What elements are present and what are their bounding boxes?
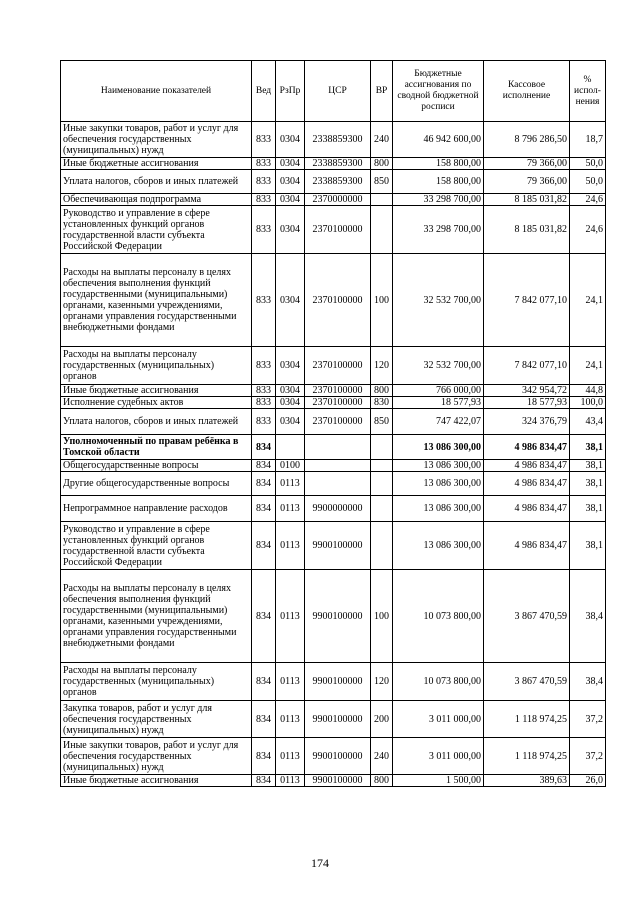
cell-expense-type: 200 (371, 701, 393, 738)
header-cash-execution: Кассовое исполнение (484, 61, 570, 122)
table-row (61, 496, 606, 522)
cell-section: 0113 (276, 496, 305, 522)
header-section: РзПр (276, 61, 305, 122)
cell-target-article: 2338859300 (305, 158, 371, 170)
cell-department: 833 (252, 385, 276, 397)
cell-expense-type: 100 (371, 570, 393, 663)
cell-expense-type: 120 (371, 663, 393, 701)
table-row (61, 435, 606, 460)
cell-budget-allocations: 13 086 300,00 (393, 496, 484, 522)
cell-expense-type: 800 (371, 385, 393, 397)
table-row (61, 170, 606, 194)
cell-budget-allocations: 33 298 700,00 (393, 206, 484, 254)
cell-execution-percent: 38,1 (570, 472, 606, 496)
cell-cash-execution: 18 577,93 (484, 397, 570, 409)
cell-section: 0304 (276, 385, 305, 397)
cell-target-article: 2370000000 (305, 194, 371, 206)
cell-department: 833 (252, 254, 276, 347)
table-row (61, 775, 606, 787)
header-budget-allocations: Бюджетные ассигнования по сводной бюджетной росписи (393, 61, 484, 122)
cell-budget-allocations: 10 073 800,00 (393, 663, 484, 701)
cell-execution-percent: 100,0 (570, 397, 606, 409)
cell-execution-percent: 38,4 (570, 570, 606, 663)
cell-indicator-name: Уплата налогов, сборов и иных платежей (61, 170, 252, 194)
cell-target-article: 9900100000 (305, 663, 371, 701)
cell-department: 834 (252, 460, 276, 472)
cell-execution-percent: 18,7 (570, 122, 606, 158)
cell-expense-type: 850 (371, 409, 393, 435)
cell-department: 833 (252, 397, 276, 409)
cell-cash-execution: 1 118 974,25 (484, 701, 570, 738)
cell-cash-execution: 79 366,00 (484, 170, 570, 194)
cell-section: 0304 (276, 347, 305, 385)
cell-indicator-name: Иные бюджетные ассигнования (61, 158, 252, 170)
cell-budget-allocations: 13 086 300,00 (393, 472, 484, 496)
table-row (61, 409, 606, 435)
cell-department: 834 (252, 435, 276, 460)
header-execution-percent: % испол-нения (570, 61, 606, 122)
table-row (61, 206, 606, 254)
cell-indicator-name: Уплата налогов, сборов и иных платежей (61, 409, 252, 435)
table-row (61, 347, 606, 385)
cell-expense-type: 120 (371, 347, 393, 385)
cell-indicator-name: Уполномоченный по правам ребёнка в Томской области (61, 435, 252, 460)
table-row (61, 522, 606, 570)
table-row (61, 158, 606, 170)
cell-budget-allocations: 13 086 300,00 (393, 522, 484, 570)
cell-expense-type (371, 435, 393, 460)
cell-expense-type (371, 496, 393, 522)
cell-expense-type: 830 (371, 397, 393, 409)
cell-department: 833 (252, 122, 276, 158)
cell-execution-percent: 38,1 (570, 460, 606, 472)
cell-execution-percent: 38,1 (570, 522, 606, 570)
cell-budget-allocations: 13 086 300,00 (393, 435, 484, 460)
cell-target-article: 2338859300 (305, 122, 371, 158)
cell-section: 0304 (276, 397, 305, 409)
cell-execution-percent: 50,0 (570, 158, 606, 170)
cell-section: 0304 (276, 194, 305, 206)
cell-budget-allocations: 3 011 000,00 (393, 738, 484, 775)
cell-target-article: 2370100000 (305, 409, 371, 435)
header-indicator-name: Наименование показателей (61, 61, 252, 122)
cell-indicator-name: Общегосударственные вопросы (61, 460, 252, 472)
cell-department: 834 (252, 496, 276, 522)
cell-cash-execution: 389,63 (484, 775, 570, 787)
cell-section: 0304 (276, 254, 305, 347)
cell-execution-percent: 26,0 (570, 775, 606, 787)
cell-target-article: 9900000000 (305, 496, 371, 522)
cell-cash-execution: 79 366,00 (484, 158, 570, 170)
cell-indicator-name: Другие общегосударственные вопросы (61, 472, 252, 496)
cell-department: 834 (252, 738, 276, 775)
cell-expense-type: 800 (371, 775, 393, 787)
cell-target-article: 9900100000 (305, 738, 371, 775)
cell-department: 834 (252, 472, 276, 496)
cell-cash-execution: 3 867 470,59 (484, 570, 570, 663)
cell-expense-type (371, 206, 393, 254)
cell-budget-allocations: 13 086 300,00 (393, 460, 484, 472)
cell-section: 0113 (276, 472, 305, 496)
cell-budget-allocations: 10 073 800,00 (393, 570, 484, 663)
cell-budget-allocations: 32 532 700,00 (393, 254, 484, 347)
table-row (61, 385, 606, 397)
cell-cash-execution: 4 986 834,47 (484, 435, 570, 460)
cell-indicator-name: Закупка товаров, работ и услуг для обеспечения государственных (муниципальных) нужд (61, 701, 252, 738)
cell-cash-execution: 4 986 834,47 (484, 472, 570, 496)
cell-cash-execution: 1 118 974,25 (484, 738, 570, 775)
cell-cash-execution: 342 954,72 (484, 385, 570, 397)
cell-department: 834 (252, 663, 276, 701)
cell-expense-type (371, 472, 393, 496)
cell-target-article: 2370100000 (305, 397, 371, 409)
header-expense-type: ВР (371, 61, 393, 122)
cell-cash-execution: 8 185 031,82 (484, 194, 570, 206)
cell-budget-allocations: 46 942 600,00 (393, 122, 484, 158)
cell-execution-percent: 24,6 (570, 194, 606, 206)
budget-execution-table (60, 60, 606, 787)
cell-target-article: 2338859300 (305, 170, 371, 194)
header-department: Вед (252, 61, 276, 122)
cell-department: 833 (252, 194, 276, 206)
cell-target-article: 2370100000 (305, 254, 371, 347)
cell-expense-type (371, 522, 393, 570)
table-body (61, 122, 606, 787)
cell-budget-allocations: 3 011 000,00 (393, 701, 484, 738)
cell-execution-percent: 38,1 (570, 496, 606, 522)
cell-section: 0113 (276, 570, 305, 663)
cell-expense-type: 100 (371, 254, 393, 347)
cell-section (276, 435, 305, 460)
cell-target-article: 9900100000 (305, 522, 371, 570)
cell-execution-percent: 24,6 (570, 206, 606, 254)
header-target-article: ЦСР (305, 61, 371, 122)
table-row (61, 701, 606, 738)
cell-execution-percent: 38,4 (570, 663, 606, 701)
cell-cash-execution: 8 185 031,82 (484, 206, 570, 254)
cell-cash-execution: 4 986 834,47 (484, 522, 570, 570)
cell-budget-allocations: 158 800,00 (393, 170, 484, 194)
cell-execution-percent: 44,8 (570, 385, 606, 397)
cell-target-article: 2370100000 (305, 206, 371, 254)
cell-target-article (305, 472, 371, 496)
cell-cash-execution: 4 986 834,47 (484, 496, 570, 522)
table-row (61, 570, 606, 663)
cell-expense-type (371, 194, 393, 206)
cell-indicator-name: Расходы на выплаты персоналу государственных (муниципальных) органов (61, 663, 252, 701)
cell-execution-percent: 37,2 (570, 738, 606, 775)
cell-budget-allocations: 766 000,00 (393, 385, 484, 397)
cell-department: 833 (252, 206, 276, 254)
cell-execution-percent: 50,0 (570, 170, 606, 194)
cell-indicator-name: Руководство и управление в сфере установленных функций органов государственной власти субъекта Российской Федерации (61, 522, 252, 570)
cell-section: 0113 (276, 738, 305, 775)
cell-cash-execution: 8 796 286,50 (484, 122, 570, 158)
table-header-row (61, 61, 606, 122)
cell-cash-execution: 3 867 470,59 (484, 663, 570, 701)
cell-section: 0113 (276, 775, 305, 787)
cell-section: 0304 (276, 170, 305, 194)
cell-department: 834 (252, 522, 276, 570)
cell-department: 833 (252, 170, 276, 194)
table-row (61, 663, 606, 701)
cell-indicator-name: Обеспечивающая подпрограмма (61, 194, 252, 206)
cell-target-article: 2370100000 (305, 385, 371, 397)
cell-indicator-name: Расходы на выплаты персоналу в целях обеспечения выполнения функций государственными (муниципальными) органами, казенными учреждениями, органами управления государственными внебюджетными фондами (61, 254, 252, 347)
cell-indicator-name: Расходы на выплаты персоналу государственных (муниципальных) органов (61, 347, 252, 385)
cell-execution-percent: 38,1 (570, 435, 606, 460)
cell-execution-percent: 37,2 (570, 701, 606, 738)
cell-expense-type: 240 (371, 738, 393, 775)
cell-indicator-name: Руководство и управление в сфере установленных функций органов государственной власти субъекта Российской Федерации (61, 206, 252, 254)
cell-expense-type: 240 (371, 122, 393, 158)
cell-target-article: 9900100000 (305, 701, 371, 738)
cell-cash-execution: 4 986 834,47 (484, 460, 570, 472)
cell-indicator-name: Иные закупки товаров, работ и услуг для обеспечения государственных (муниципальных) нужд (61, 738, 252, 775)
cell-cash-execution: 7 842 077,10 (484, 347, 570, 385)
cell-department: 833 (252, 409, 276, 435)
cell-execution-percent: 24,1 (570, 347, 606, 385)
cell-expense-type (371, 460, 393, 472)
cell-section: 0304 (276, 158, 305, 170)
cell-execution-percent: 43,4 (570, 409, 606, 435)
cell-section: 0113 (276, 701, 305, 738)
cell-department: 834 (252, 701, 276, 738)
cell-indicator-name: Непрограммное направление расходов (61, 496, 252, 522)
cell-section: 0304 (276, 409, 305, 435)
cell-indicator-name: Иные бюджетные ассигнования (61, 385, 252, 397)
cell-cash-execution: 7 842 077,10 (484, 254, 570, 347)
cell-indicator-name: Иные закупки товаров, работ и услуг для обеспечения государственных (муниципальных) нужд (61, 122, 252, 158)
cell-budget-allocations: 158 800,00 (393, 158, 484, 170)
cell-section: 0304 (276, 122, 305, 158)
cell-section: 0100 (276, 460, 305, 472)
cell-cash-execution: 324 376,79 (484, 409, 570, 435)
cell-target-article: 9900100000 (305, 775, 371, 787)
cell-target-article (305, 460, 371, 472)
cell-indicator-name: Исполнение судебных актов (61, 397, 252, 409)
cell-budget-allocations: 32 532 700,00 (393, 347, 484, 385)
table-row (61, 194, 606, 206)
table-row (61, 254, 606, 347)
cell-expense-type: 800 (371, 158, 393, 170)
cell-target-article: 9900100000 (305, 570, 371, 663)
table-row (61, 738, 606, 775)
table-row (61, 397, 606, 409)
cell-department: 833 (252, 347, 276, 385)
cell-section: 0304 (276, 206, 305, 254)
cell-department: 833 (252, 158, 276, 170)
cell-execution-percent: 24,1 (570, 254, 606, 347)
page-number: 174 (311, 856, 329, 870)
table-row (61, 472, 606, 496)
cell-budget-allocations: 1 500,00 (393, 775, 484, 787)
cell-target-article (305, 435, 371, 460)
cell-budget-allocations: 33 298 700,00 (393, 194, 484, 206)
cell-expense-type: 850 (371, 170, 393, 194)
cell-budget-allocations: 18 577,93 (393, 397, 484, 409)
cell-section: 0113 (276, 522, 305, 570)
cell-target-article: 2370100000 (305, 347, 371, 385)
cell-budget-allocations: 747 422,07 (393, 409, 484, 435)
cell-department: 834 (252, 570, 276, 663)
cell-department: 834 (252, 775, 276, 787)
cell-indicator-name: Иные бюджетные ассигнования (61, 775, 252, 787)
table-row (61, 460, 606, 472)
cell-indicator-name: Расходы на выплаты персоналу в целях обеспечения выполнения функций государственными (муниципальными) органами, казенными учреждениями, органами управления государственными внебюджетными фондами (61, 570, 252, 663)
cell-section: 0113 (276, 663, 305, 701)
table-row (61, 122, 606, 158)
